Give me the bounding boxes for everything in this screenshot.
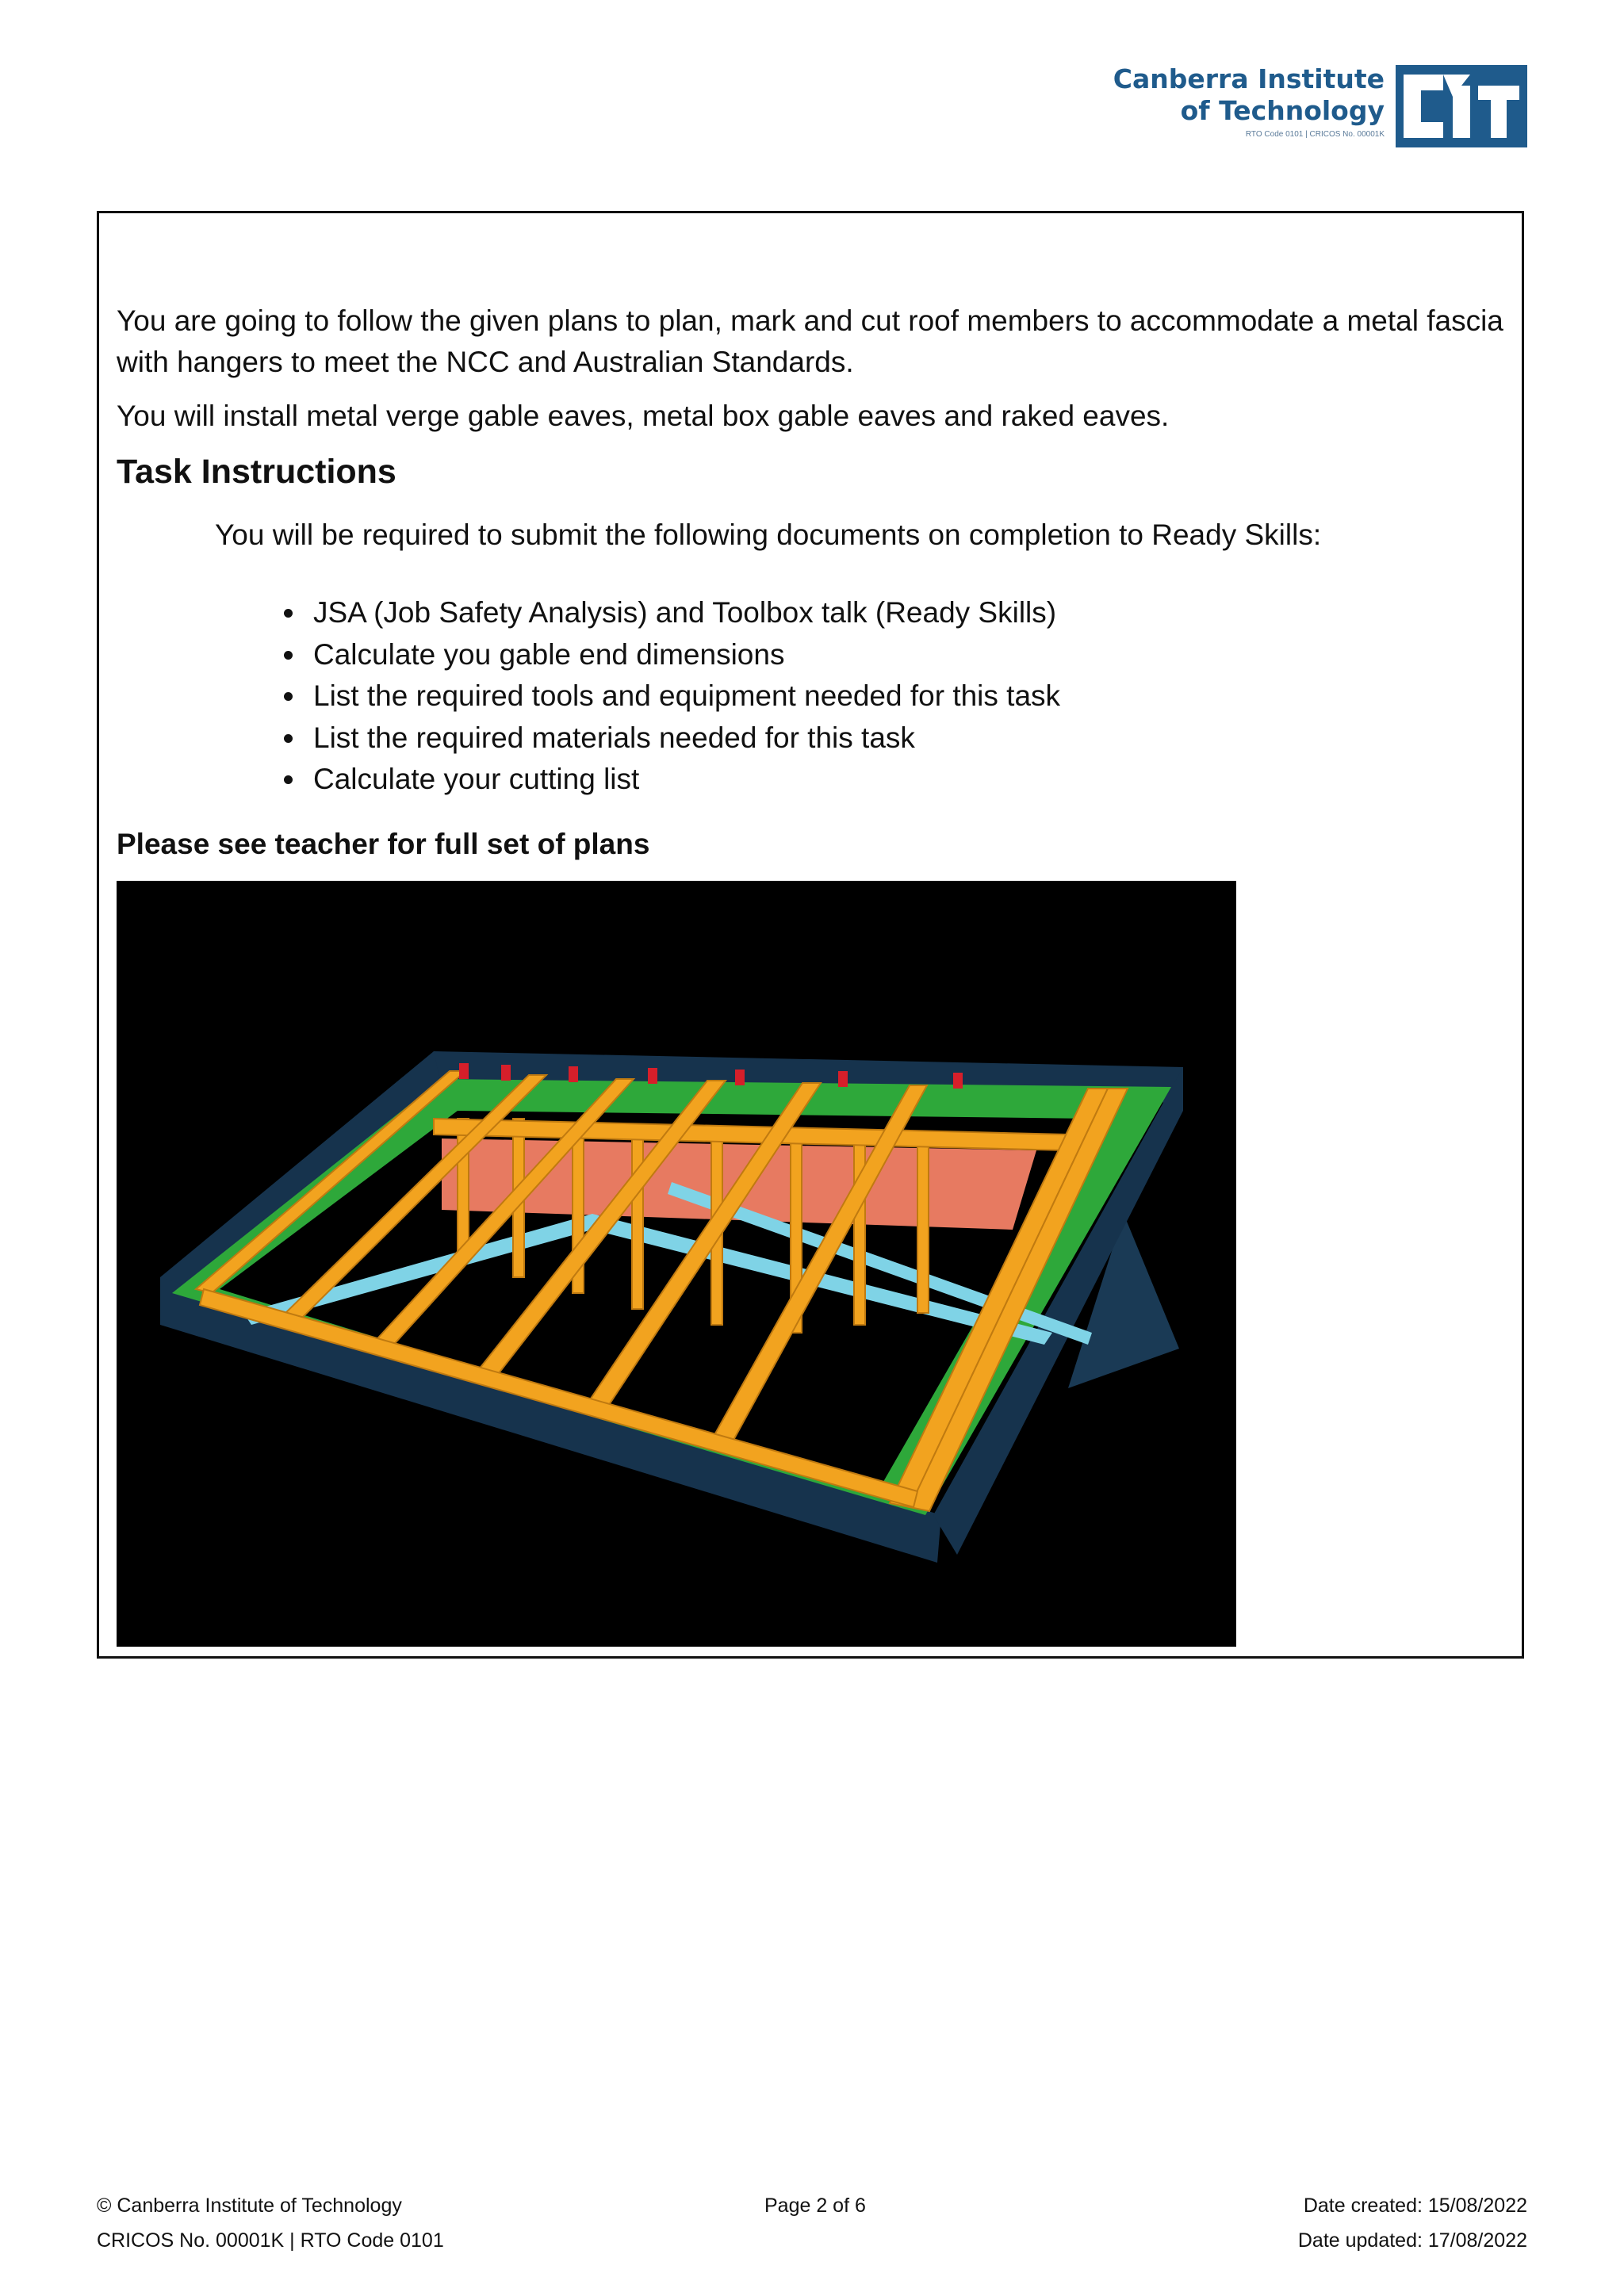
intro-paragraph: You are going to follow the given plans to plan, mark and cut roof members to accommodate a metal fascia with hangers to meet the NCC and Australian Standards.: [117, 304, 1503, 378]
footer-page-number: Page 2 of 6: [764, 2195, 866, 2217]
footer-codes: CRICOS No. 00001K | RTO Code 0101: [97, 2229, 444, 2252]
footer-right: [1298, 2188, 1527, 2258]
logo-line-2: of Technology: [1180, 95, 1385, 126]
requirements-list: [267, 592, 1060, 801]
section-heading: Task Instructions: [117, 453, 396, 491]
list-item: • List the required tools and equipment needed for this task: [307, 675, 1060, 718]
list-item: • Calculate you gable end dimensions: [307, 634, 1060, 676]
footer-left: [97, 2188, 444, 2258]
task-content-box: [97, 211, 1524, 1659]
cit-logo: [1113, 63, 1527, 151]
logo-line-1: Canberra Institute: [1113, 63, 1385, 94]
cit-logo-mark-icon: [1396, 65, 1527, 147]
logo-line-3: RTO Code 0101 | CRICOS No. 00001K: [1245, 130, 1385, 139]
roof-framing-image: [117, 881, 1236, 1647]
submission-intro: You will be required to submit the following documents on completion to Ready Skills:: [215, 519, 1322, 551]
plans-note: Please see teacher for full set of plans: [117, 828, 650, 860]
list-item: • List the required materials needed for this task: [307, 718, 1060, 760]
footer-copyright: © Canberra Institute of Technology: [97, 2195, 402, 2217]
eaves-paragraph: You will install metal verge gable eaves, metal box gable eaves and raked eaves.: [117, 400, 1170, 432]
logo-text: [1113, 63, 1385, 139]
footer-date-created: Date created: 15/08/2022: [1303, 2195, 1527, 2217]
list-item: • JSA (Job Safety Analysis) and Toolbox talk (Ready Skills): [307, 592, 1060, 634]
footer-date-updated: Date updated: 17/08/2022: [1297, 2229, 1527, 2252]
list-item: • Calculate your cutting list: [307, 759, 1060, 801]
